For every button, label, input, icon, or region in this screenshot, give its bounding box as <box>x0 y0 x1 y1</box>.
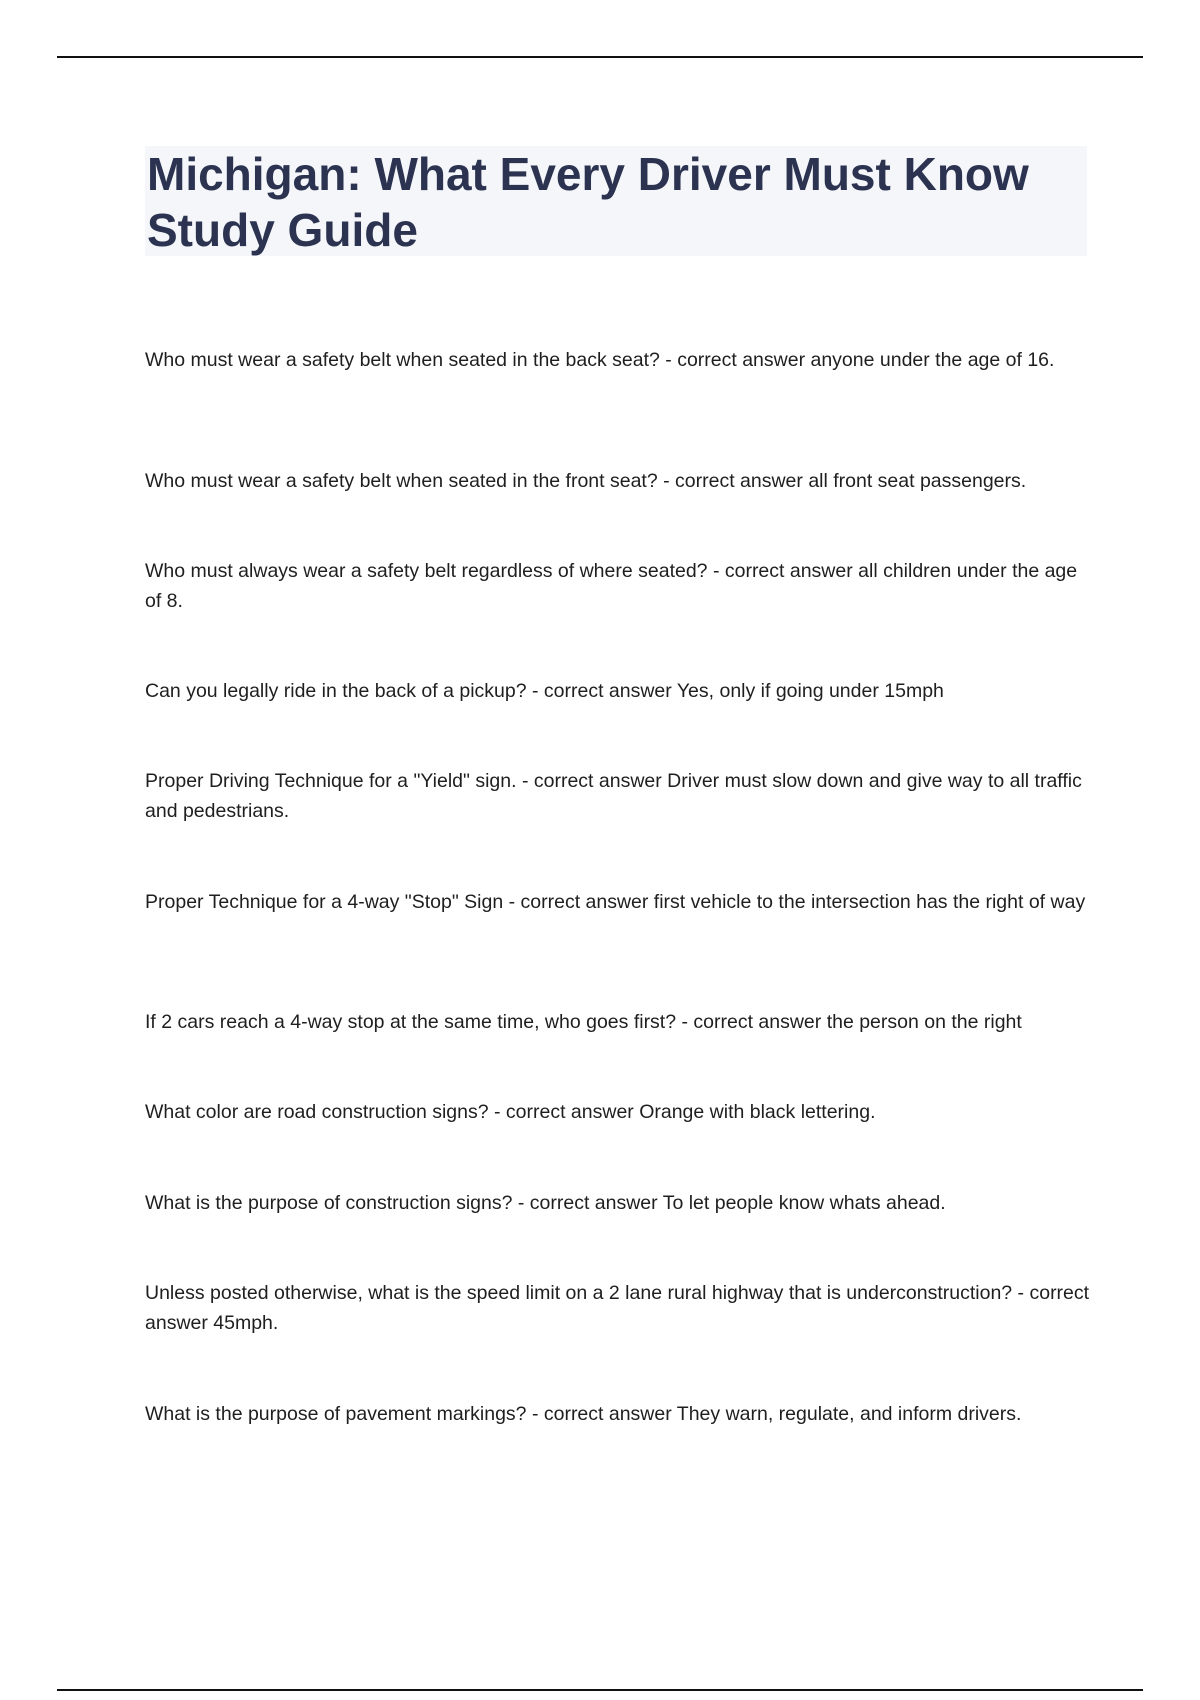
qa-item-6: Proper Technique for a 4-way "Stop" Sign - correct answer first vehicle to the intersection has the right of way <box>145 891 1086 913</box>
qa-item-8: What color are road construction signs? - correct answer Orange with black lettering. <box>145 1101 876 1123</box>
qa-item-9: What is the purpose of construction signs? - correct answer To let people know whats ahead. <box>145 1192 946 1214</box>
qa-item-1: Who must wear a safety belt when seated in the back seat? - correct answer anyone under the age of 16. <box>145 349 1055 371</box>
qa-item-11: What is the purpose of pavement markings? - correct answer They warn, regulate, and inform drivers. <box>145 1403 1022 1425</box>
qa-item-10: Unless posted otherwise, what is the speed limit on a 2 lane rural highway that is underconstruction? - correct answer 45mph. <box>145 1282 1090 1334</box>
qa-item-2: Who must wear a safety belt when seated in the front seat? - correct answer all front seat passengers. <box>145 470 1027 492</box>
qa-item-5: Proper Driving Technique for a "Yield" sign. - correct answer Driver must slow down and give way to all traffic and pedestrians. <box>145 770 1082 822</box>
title-banner <box>145 146 1087 256</box>
qa-item-4: Can you legally ride in the back of a pickup? - correct answer Yes, only if going under 15mph <box>145 680 944 702</box>
qa-item-7: If 2 cars reach a 4-way stop at the same time, who goes first? - correct answer the person on the right <box>145 1011 1022 1033</box>
qa-item-3: Who must always wear a safety belt regardless of where seated? - correct answer all children under the age of 8. <box>145 560 1078 612</box>
top-divider <box>57 56 1143 58</box>
page-title: Michigan: What Every Driver Must Know Study Guide <box>147 148 1029 256</box>
bottom-divider <box>57 1689 1143 1691</box>
